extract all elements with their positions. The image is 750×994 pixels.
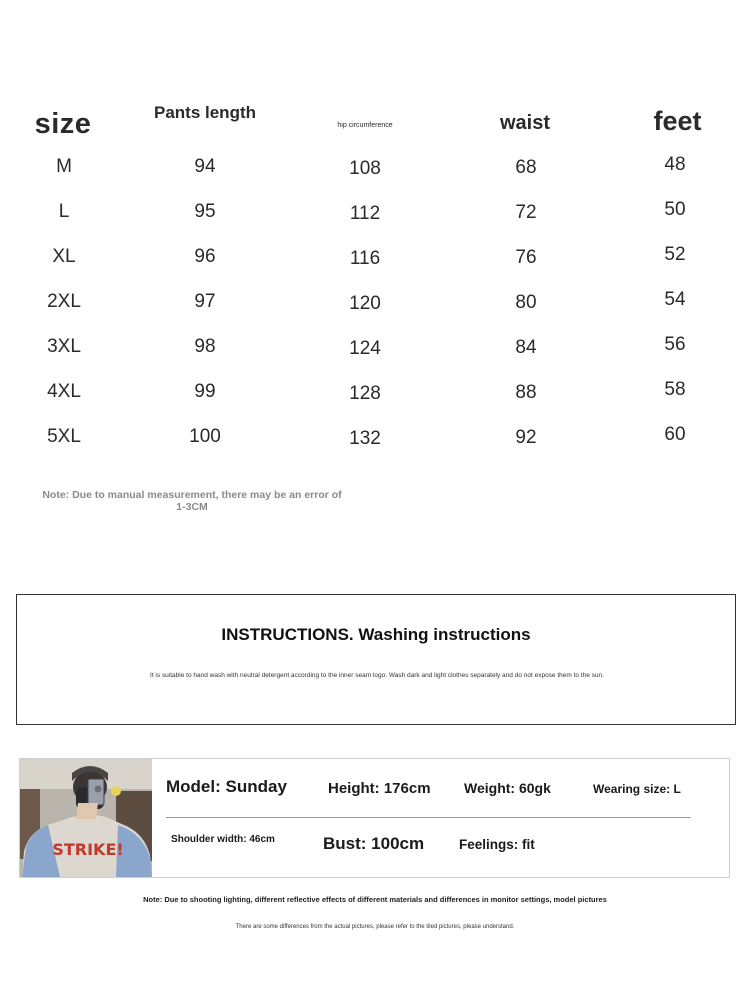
- cell-size: 4XL: [47, 381, 81, 402]
- cell-pants-length: 95: [194, 201, 216, 222]
- cell-hip: 116: [349, 248, 381, 269]
- table-row: [0, 246, 750, 276]
- table-row: [0, 381, 750, 411]
- cell-hip: 124: [349, 338, 381, 359]
- cell-feet: 52: [664, 244, 686, 265]
- header-feet: feet: [653, 106, 702, 136]
- table-row: [0, 291, 750, 321]
- model-bust: Bust: 100cm: [323, 834, 425, 853]
- cell-waist: 88: [515, 382, 537, 403]
- cell-feet: 54: [664, 289, 686, 310]
- cell-feet: 56: [664, 334, 686, 355]
- cell-size: XL: [52, 246, 76, 267]
- model-feelings: Feelings: fit: [459, 837, 535, 852]
- model-wearing-size: Wearing size: L: [593, 782, 681, 796]
- cell-size: L: [58, 201, 70, 222]
- cell-size: M: [56, 156, 72, 177]
- cell-pants-length: 97: [194, 291, 216, 312]
- model-name: Model: Sunday: [166, 777, 287, 796]
- table-row: [0, 201, 750, 231]
- cell-pants-length: 96: [194, 246, 216, 267]
- instructions-title: INSTRUCTIONS. Washing instructions: [221, 625, 531, 644]
- cell-hip: 108: [349, 158, 381, 179]
- size-chart: [0, 0, 750, 470]
- cell-waist: 84: [515, 337, 537, 358]
- cell-feet: 58: [664, 379, 686, 400]
- cell-pants-length: 100: [189, 426, 221, 447]
- cell-size: 2XL: [47, 291, 81, 312]
- measurement-note: Note: Due to manual measurement, there may be an error of 1-3CM: [42, 489, 342, 513]
- header-waist: waist: [499, 112, 551, 134]
- table-row: [0, 336, 750, 366]
- photo-disclaimer-line1: Note: Due to shooting lighting, different reflective effects of different materials and differences in monitor settings, model pictures: [143, 895, 607, 904]
- shirt-print: STRIKE!: [52, 840, 124, 859]
- washing-instructions-box: [16, 594, 736, 725]
- cell-size: 5XL: [47, 426, 81, 447]
- cell-waist: 80: [515, 292, 537, 313]
- instructions-body: It is suitable to hand wash with neutral detergent according to the inner seam logo. Wash dark and light clothes separately and do not expose them to the sun.: [150, 672, 604, 679]
- photo-disclaimer-line2: There are some differences from the actual pictures, please refer to the tiled pictures, please understand.: [235, 924, 515, 930]
- cell-pants-length: 98: [194, 336, 216, 357]
- cell-size: 3XL: [47, 336, 81, 357]
- model-shoulder-width: Shoulder width: 46cm: [171, 834, 275, 845]
- cell-waist: 68: [515, 157, 537, 178]
- cell-hip: 128: [349, 383, 381, 404]
- divider: [166, 817, 691, 818]
- cell-pants-length: 94: [194, 156, 216, 177]
- model-height: Height: 176cm: [328, 780, 431, 797]
- cell-pants-length: 99: [194, 381, 216, 402]
- table-row: [0, 156, 750, 186]
- cell-hip: 112: [349, 203, 381, 224]
- cell-waist: 76: [515, 247, 537, 268]
- header-size: size: [34, 108, 92, 140]
- header-hip-circumference: hip circumference: [337, 122, 393, 129]
- cell-waist: 72: [515, 202, 537, 223]
- model-info-card: [19, 758, 730, 878]
- cell-hip: 120: [349, 293, 381, 314]
- cell-hip: 132: [349, 428, 381, 449]
- table-row: [0, 426, 750, 456]
- cell-waist: 92: [515, 427, 537, 448]
- cell-feet: 48: [664, 154, 686, 175]
- model-photo: [20, 759, 152, 877]
- cell-feet: 50: [664, 199, 686, 220]
- cell-feet: 60: [664, 424, 686, 445]
- model-weight: Weight: 60gk: [464, 780, 551, 796]
- header-pants-length: Pants length: [153, 103, 256, 122]
